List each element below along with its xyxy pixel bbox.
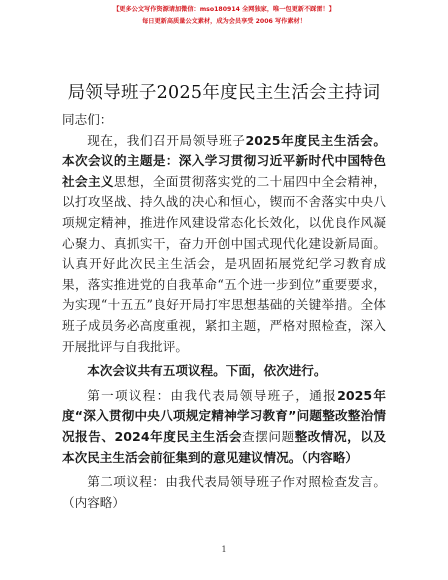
agenda-1-text-2: 查摆问题 [242,428,295,444]
document-title: 局领导班子2025年度民主生活会主持词 [67,83,381,103]
paragraph-agenda-intro: 本次会议共有五项议程。下面，依次进行。 [87,363,327,379]
paragraph-agenda-item-2: 第二项议程：由我代表局领导班子作对照检查发言。（内容略） [62,474,386,510]
opening-text-2: 思想，全面贯彻落实党的二十届四中全会精神，以打攻坚战、持久战的决心和恒心，锲而不舍落实中央八项规定精神，推进作风建设常态化长效化，以优良作风凝心聚力、真抓实干，奋力开创中国式现代化建设新局面。认真开好此次民主生活会，是巩固拓展党纪学习教育成果，落实推进党的自我革命“五个进一步到位”重要要求，为实现“十五五”良好开局打牢思想基础的关键举措。全体班子成员务必高度重视，紧扣主题，严格对照检查，深入开展批评与自我批评。 [62,173,387,354]
agenda-1-emphasis-3: 建议情况。（内容略） [238,449,358,465]
agenda-1-emphasis-2: 整改情况，以及本次民主生活会前征集到的意见 [62,428,387,465]
agenda-1-text-1: 第一项议程：由我代表局领导班子，通报 [87,387,338,403]
promo-banner-line-1: 【更多公文写作资源请加微信：mso180914 全网独家，唯一包更新不踩雷！】 [113,6,335,13]
opening-emphasis: 2025年度民主生活会。本次会议的主题是：深入学习贯彻习近平新时代中国特色社会主义 [62,132,386,189]
promo-banner [0,4,448,27]
opening-text-1: 现在，我们召开局领导班子 [87,132,246,148]
page-number: 1 [221,545,227,554]
document-body [62,110,386,513]
greeting: 同志们： [62,112,113,127]
promo-banner-line-2: 每日更新高质量公文素材，成为会员享受 2006 写作素材！ [142,18,306,25]
paragraph-opening [62,131,386,358]
agenda-1-emphasis-1: 2025年度“深入贯彻中央八项规定精神学习教育”问题整改整治情况报告、2024年度民主生活会 [62,387,386,444]
paragraph-agenda-item-1 [62,386,386,468]
